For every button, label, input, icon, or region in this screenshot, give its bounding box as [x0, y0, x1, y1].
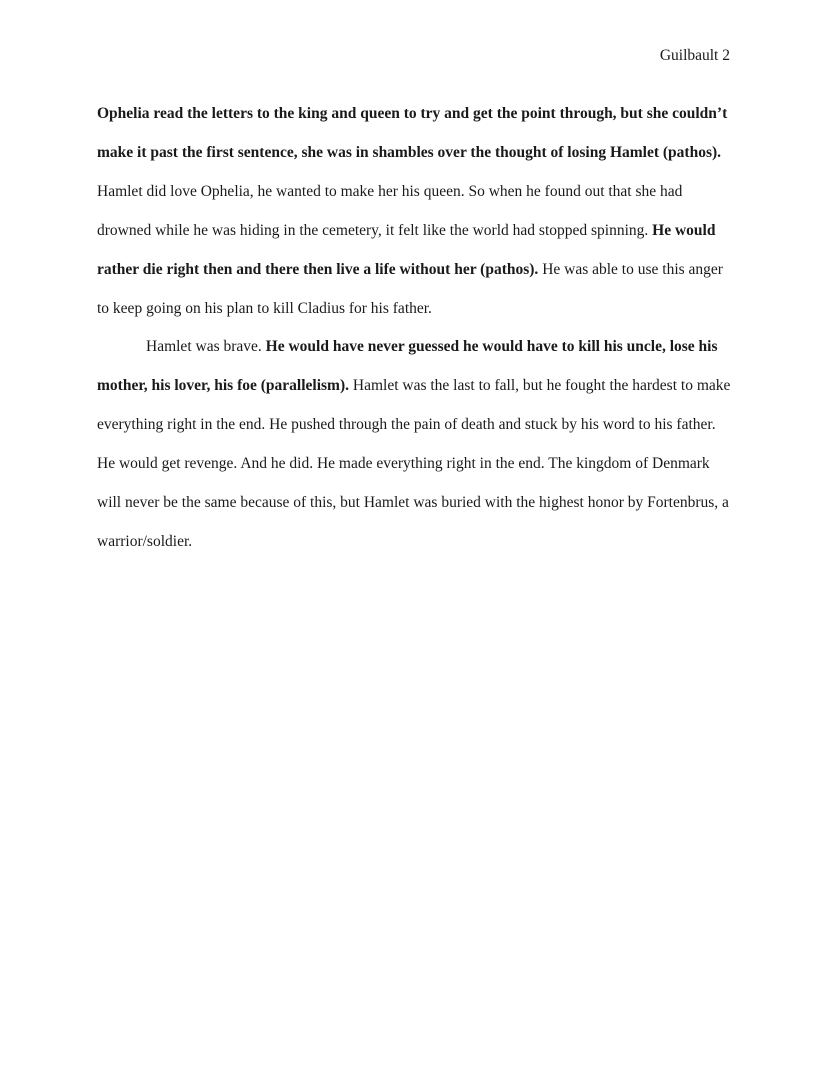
running-header: Guilbault 2	[659, 47, 730, 64]
body-text-segment: Hamlet was the last to fall, but he fought the hardest to make everything right in the end. He pushed through the pain of death and stuck by his word to his father. He would get revenge. And he did. He made everything right in the end. The kingdom of Denmark will never be the same because of this, but Hamlet was buried with the highest honor by Fortenbrus, a warrior/soldier.	[97, 377, 731, 550]
essay-body	[97, 95, 737, 562]
bold-claim-hamlet-grief: He would rather die right then and there then live a life without her (pathos).	[97, 221, 716, 278]
body-text-segment: Hamlet did love Ophelia, he wanted to make her his queen. So when he found out that she had drowned while he was hiding in the cemetery, it felt like the world had stopped spinning.	[97, 182, 683, 239]
bold-claim-ophelia: Ophelia read the letters to the king and queen to try and get the point through, but she couldn’t make it past the first sentence, she was in shambles over the thought of losing Hamlet (pathos).	[97, 105, 728, 161]
paragraph-1	[97, 95, 737, 328]
body-text-segment: Hamlet was brave.	[146, 338, 266, 356]
paragraph-2	[97, 328, 737, 561]
bold-claim-parallelism: He would have never guessed he would have to kill his uncle, lose his mother, his lover, his foe (parallelism).	[97, 338, 718, 395]
body-text-segment: He was able to use this anger to keep going on his plan to kill Cladius for his father.	[97, 260, 723, 317]
